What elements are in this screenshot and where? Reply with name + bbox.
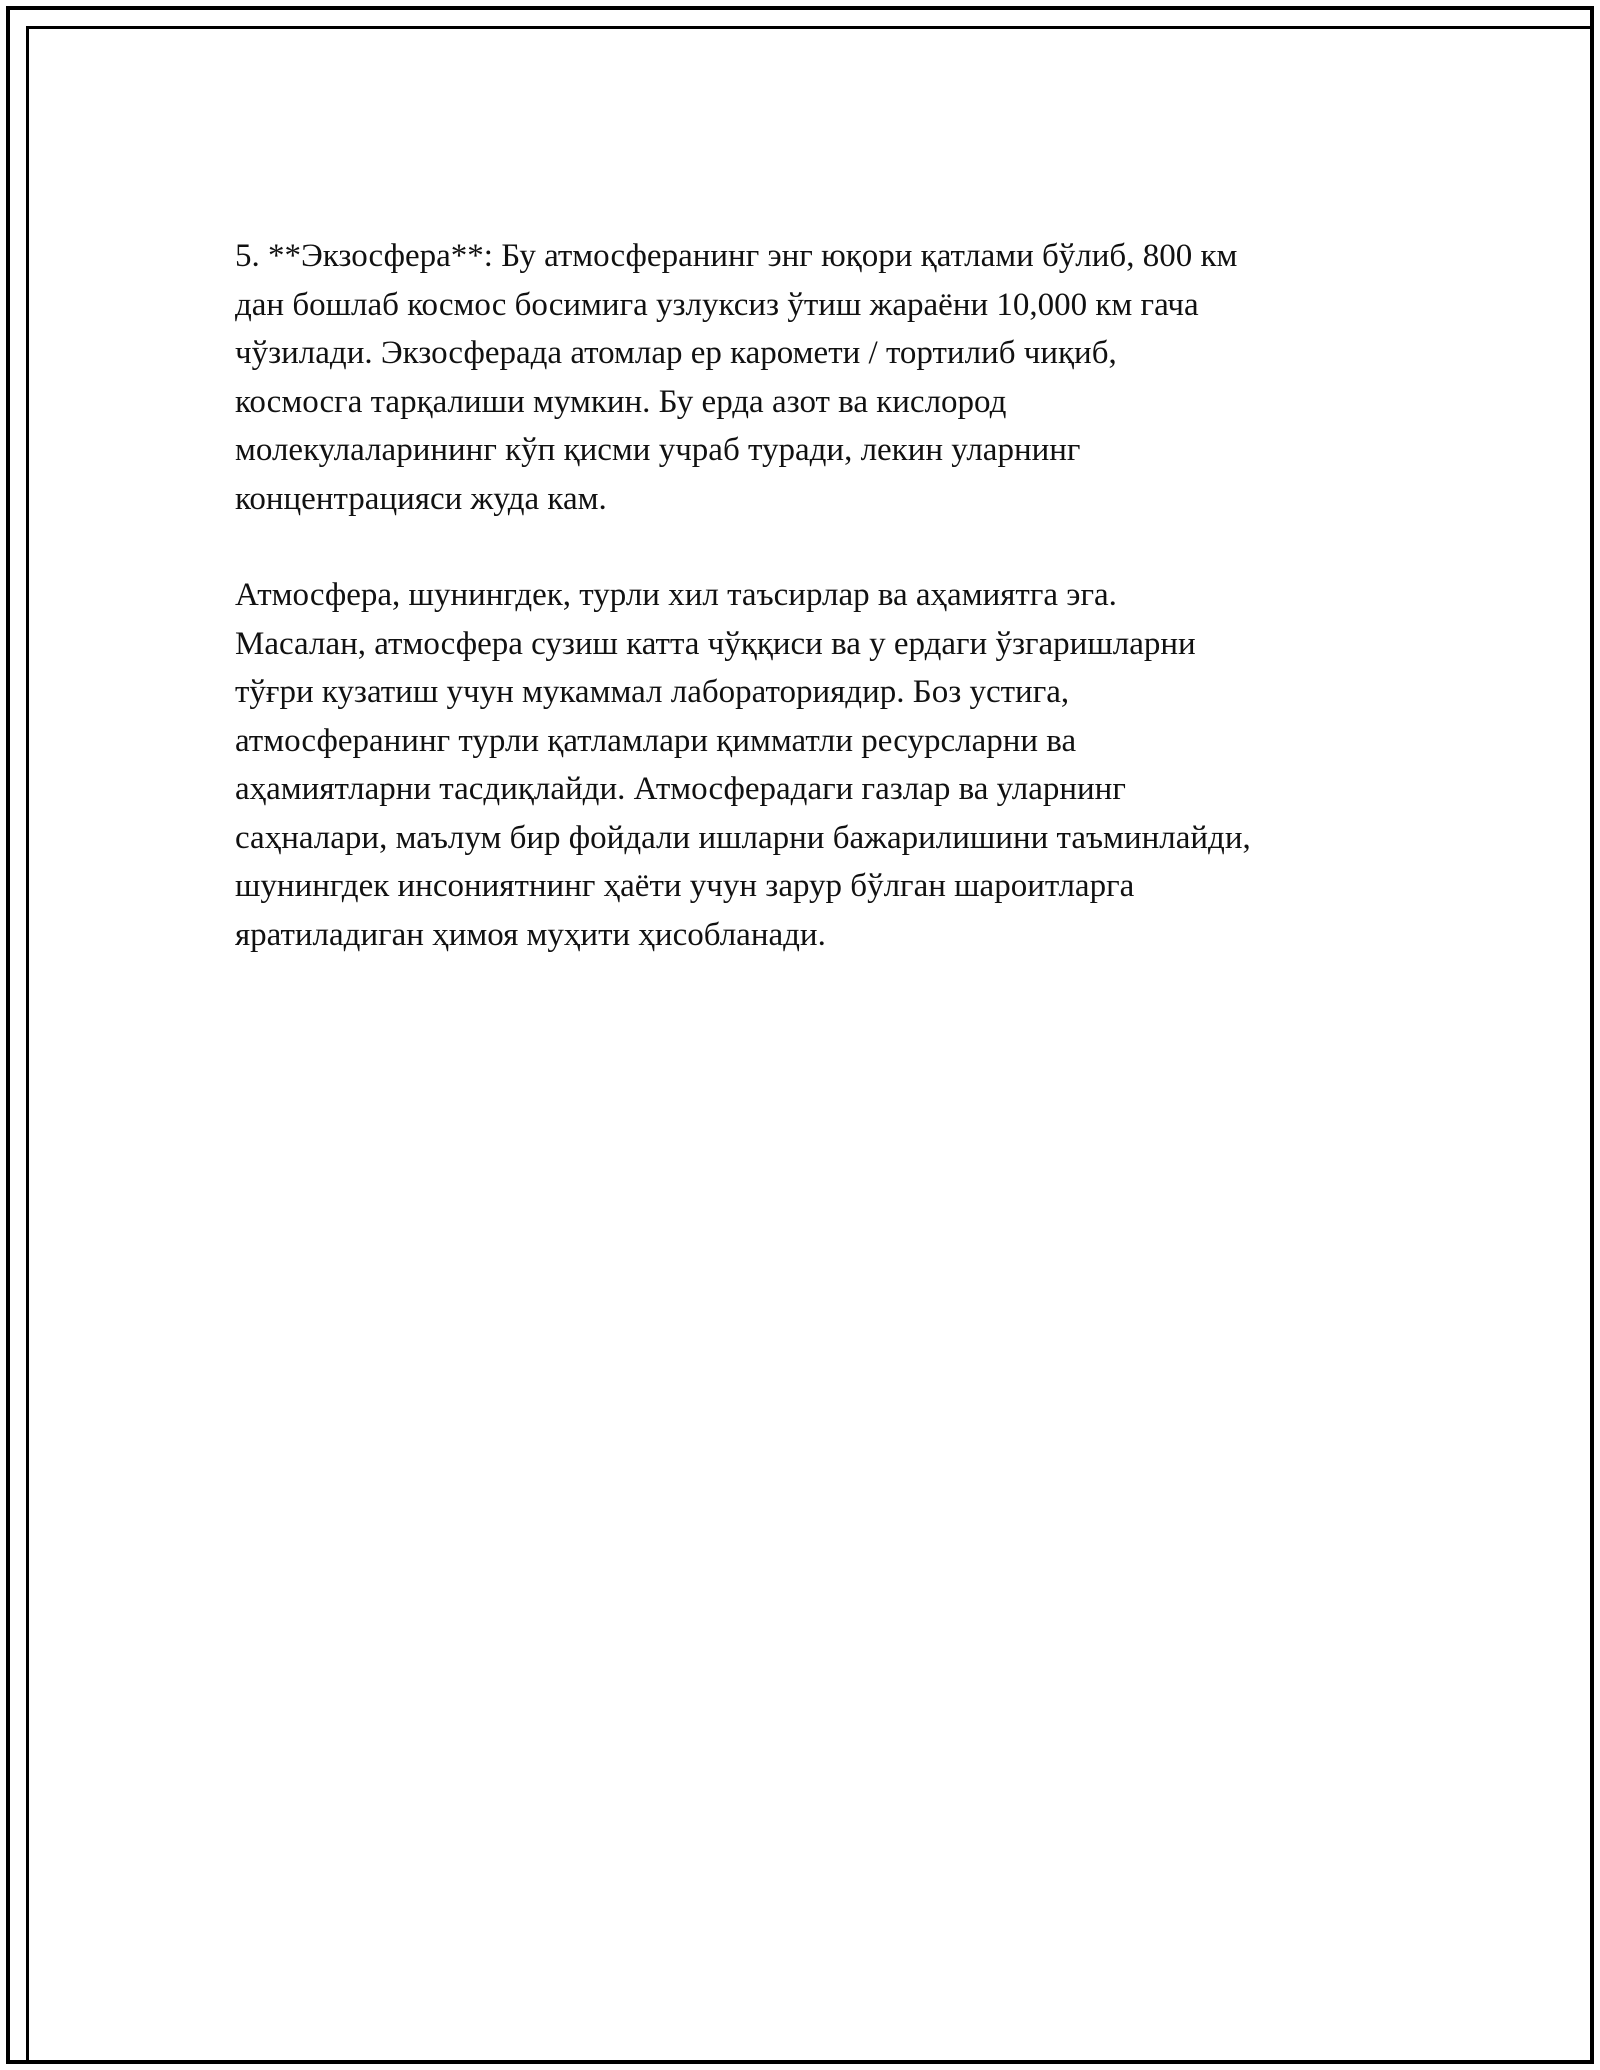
text-line: Масалан, атмосфера сузиш катта чўққиси ва у ердаги ўзгаришларни: [235, 625, 1196, 662]
text-line: шунингдек инсониятнинг ҳаёти учун зарур бўлган шароитларга: [235, 868, 1135, 904]
text-line: дан бошлаб космос босимига узлуксиз ўтиш жараёни 10,000 км гача: [235, 286, 1199, 323]
text-line: Атмосфера, шунингдек, турли хил таъсирлар ва аҳамиятга эга.: [235, 577, 1117, 613]
text-line: космосга тарқалиши мумкин. Бу ерда азот ва кислород: [235, 383, 1007, 420]
document-body: [235, 232, 1385, 959]
text-line: тўғри кузатиш учун мукаммал лабораториядир. Боз устига,: [235, 674, 1070, 710]
text-line: саҳналари, маълум бир фойдали ишларни бажарилишини таъминлайди,: [235, 819, 1251, 856]
paragraph-atmosphere-importance: [235, 571, 1385, 959]
text-line: чўзилади. Экзосферада атомлар ер каромети / тортилиб чиқиб,: [235, 335, 1117, 371]
text-line: атмосферанинг турли қатламлари қимматли ресурсларни ва: [235, 722, 1077, 759]
text-line: яратиладиган ҳимоя муҳити ҳисобланади.: [235, 916, 826, 953]
text-line: концентрацияси жуда кам.: [235, 480, 607, 517]
text-line: 5. **Экзосфера**: Бу атмосферанинг энг юқори қатлами бўлиб, 800 км: [235, 238, 1238, 274]
text-line: аҳамиятларни тасдиқлайди. Атмосферадаги газлар ва уларнинг: [235, 771, 1126, 807]
paragraph-exosphere: [235, 232, 1385, 523]
text-line: молекулаларининг кўп қисми учраб туради, лекин уларнинг: [235, 432, 1081, 468]
